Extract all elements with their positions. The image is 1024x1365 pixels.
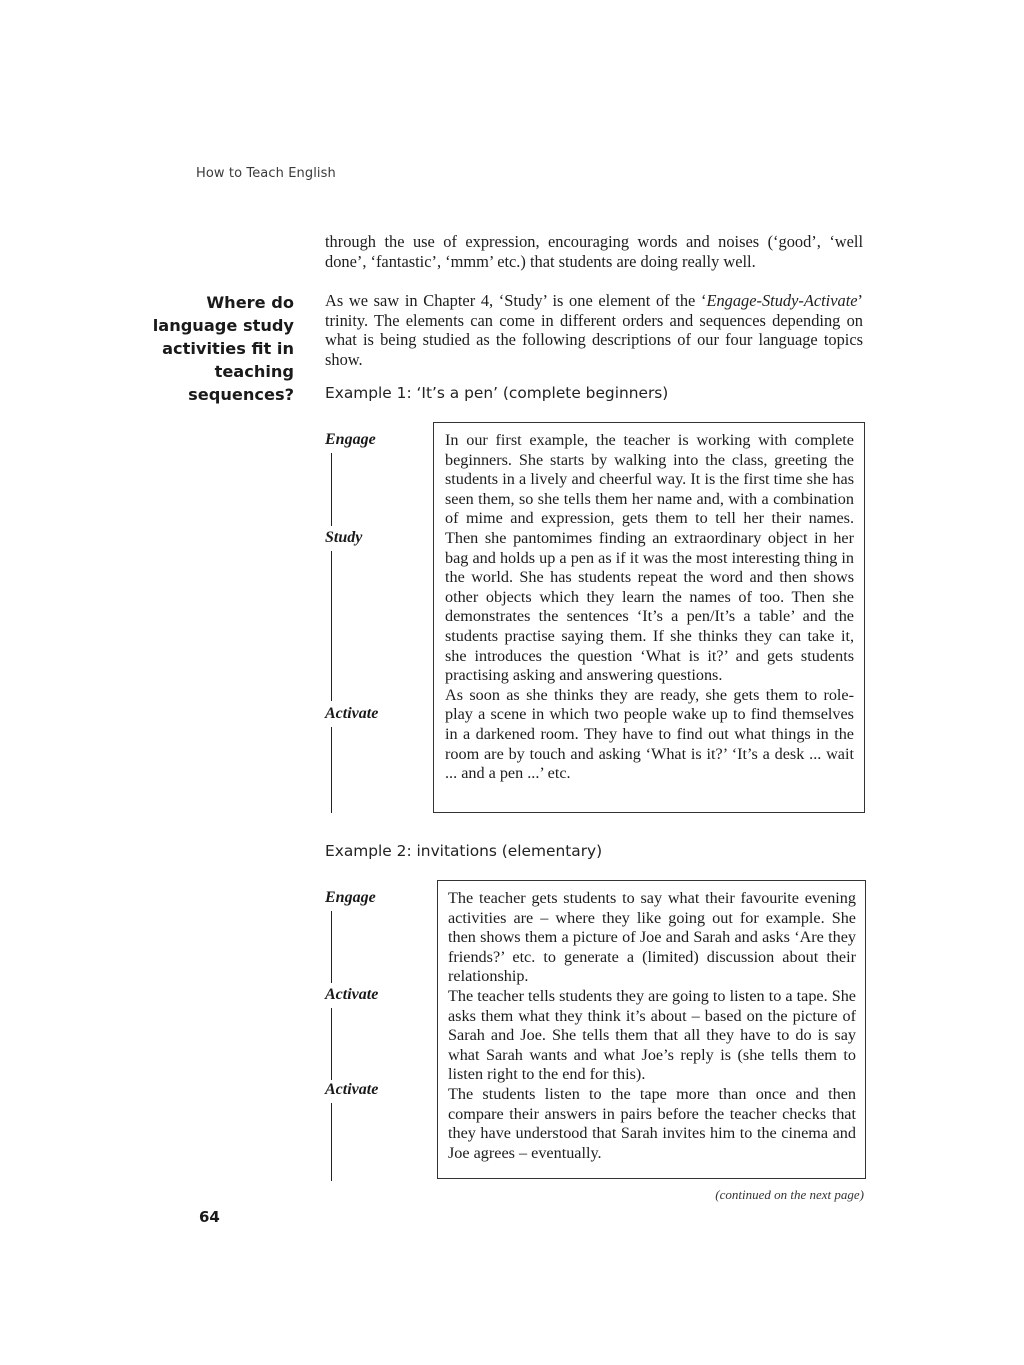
example-2-stage-activate: Activate	[325, 1081, 379, 1098]
example-1-title: Example 1: ‘It’s a pen’ (complete beginners)	[325, 384, 669, 402]
example-1-stage-study: Study	[325, 529, 363, 546]
example-1-study-text: Then she pantomimes finding an extraordinary object in her bag and holds up a pen as if it was the most interesting thing in the world. She has students repeat the word and then shows other objects which they learn the names of too. Then she demonstrates the sentences ‘It’s a pen/It’s a table’ and the students practise saying them. If she thinks they can take it, she introduces the question ‘What is it?’ and gets students practising asking and answering questions.	[445, 528, 854, 685]
example-1-text	[445, 431, 854, 784]
example-2-activate-text: The students listen to the tape more than once and then compare their answers in pairs before the teacher checks that they have understood that Sarah invites him to the cinema and Joe agrees – eventually.	[448, 1084, 856, 1162]
section-paragraph-italic: Engage-Study-Activate	[706, 291, 858, 310]
example-1-stage-engage: Engage	[325, 431, 376, 448]
running-head: How to Teach English	[196, 166, 336, 181]
section-paragraph-end: ’ trinity. The elements can come in different orders and sequences depending on what is being studied as the following descriptions of our four language topics show.	[325, 291, 863, 369]
example-2-stage-engage: Engage	[325, 889, 376, 906]
example-1-stage-activate: Activate	[325, 705, 379, 722]
example-1-engage-text: In our first example, the teacher is working with complete beginners. She starts by walking into the class, greeting the students in a lively and cheerful way. It is the first time she has seen them, so she tells them her name and, with a combination of mime and expression, gets them to tell her their names.	[445, 431, 854, 528]
example-2-stage-connector	[331, 1008, 332, 1080]
example-2-box	[437, 880, 866, 1179]
example-2-title: Example 2: invitations (elementary)	[325, 842, 603, 860]
intro-paragraph: through the use of expression, encouraging words and noises (‘good’, ‘well done’, ‘fantastic’, ‘mmm’ etc.) that students are doing really well.	[325, 232, 863, 271]
example-1-stage-connector	[331, 551, 332, 701]
example-2-engage-text: The teacher gets students to say what their favourite evening activities are – where they like going out for example. She then shows them a picture of Joe and Sarah and asks ‘Are they friends?’ etc. to generate a (limited) discussion about their relationship.	[448, 889, 856, 986]
example-2-stage-connector	[331, 1103, 332, 1181]
example-1-stage-connector	[331, 727, 332, 813]
example-2-stage-connector	[331, 911, 332, 983]
example-2-text	[448, 889, 856, 1163]
continued-note: (continued on the next page)	[715, 1187, 864, 1202]
example-1-stage-connector	[331, 453, 332, 526]
section-paragraph-start: As we saw in Chapter 4, ‘Study’ is one element of the ‘	[325, 291, 707, 310]
example-1-box	[433, 422, 865, 813]
example-2-stage-activate: Activate	[325, 986, 379, 1003]
section-side-heading: Where do language study activities fit in teaching sequences?	[152, 293, 294, 404]
section-paragraph	[325, 291, 863, 369]
page-number: 64	[199, 1208, 220, 1226]
example-2-activate-text: The teacher tells students they are going to listen to a tape. She asks them what they think it’s about – based on the picture of Sarah and Joe. She tells them that all they have to do is say what Sarah wants and what Joe’s reply is (she tells them to listen right to the end for this).	[448, 986, 856, 1084]
example-1-activate-text: As soon as she thinks they are ready, she gets them to role-play a scene in which two people wake up to find themselves in a darkened room. They have to find out what things in the room are by touch and asking ‘What is it?’ ‘It’s a desk ... wait ... and a pen ...’ etc.	[445, 685, 854, 783]
